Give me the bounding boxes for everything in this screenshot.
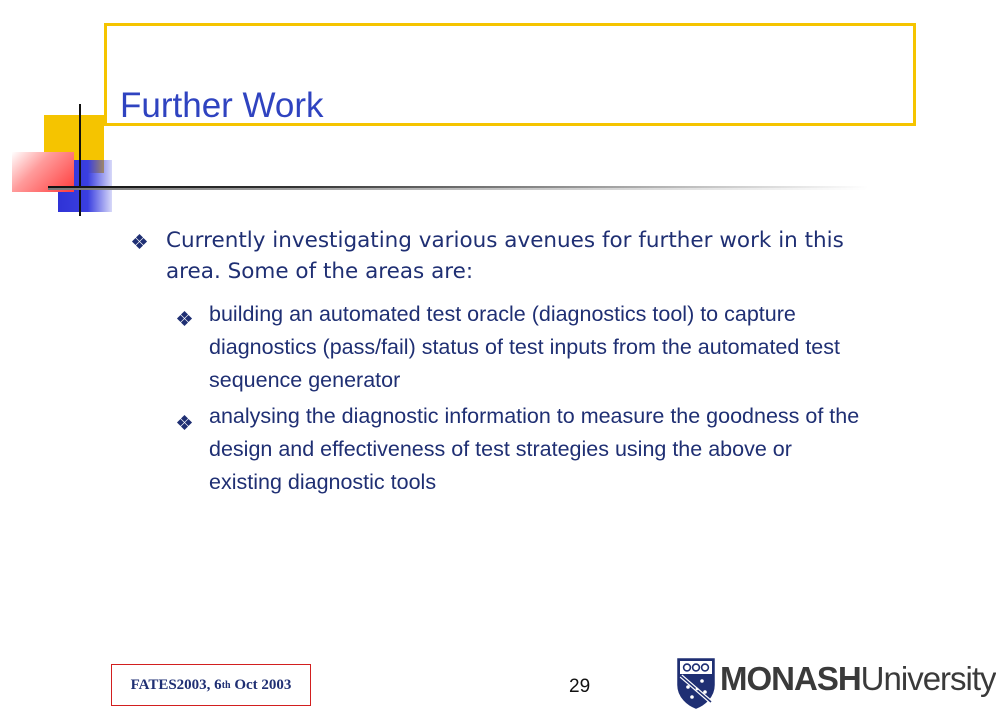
monash-logo [676,655,996,715]
decor-horizontal-line-shadow [48,188,868,190]
crest-icon [676,657,716,709]
footer-event-label [111,664,311,706]
logo-wordmark-light: University [860,660,996,697]
bullet-diamond-icon [133,235,146,248]
sub-bullet-text: building an automated test oracle (diagnostics tool) to capture diagnostics (pass/fail) status of test inputs from the automated test sequence generator [209,302,840,392]
sub-bullet-diamond-icon [178,312,191,325]
logo-wordmark [720,661,996,697]
bullet-text: Currently investigating various avenues for further work in this area. Some of the areas are: [166,228,844,284]
footer-event-suffix: Oct 2003 [230,676,292,693]
sub-bullet-diamond-icon [178,416,191,429]
decor-vertical-line [79,104,81,216]
logo-wordmark-bold: MONASH [720,660,861,697]
footer-event-prefix: FATES2003, 6 [130,676,222,693]
footer-event-sup: th [221,679,231,691]
slide-title: Further Work [120,86,324,125]
sub-bullet-text: analysing the diagnostic information to measure the goodness of the design and effectiveness of test strategies using the above or existing diagnostic tools [209,404,860,494]
page-number: 29 [569,676,591,697]
